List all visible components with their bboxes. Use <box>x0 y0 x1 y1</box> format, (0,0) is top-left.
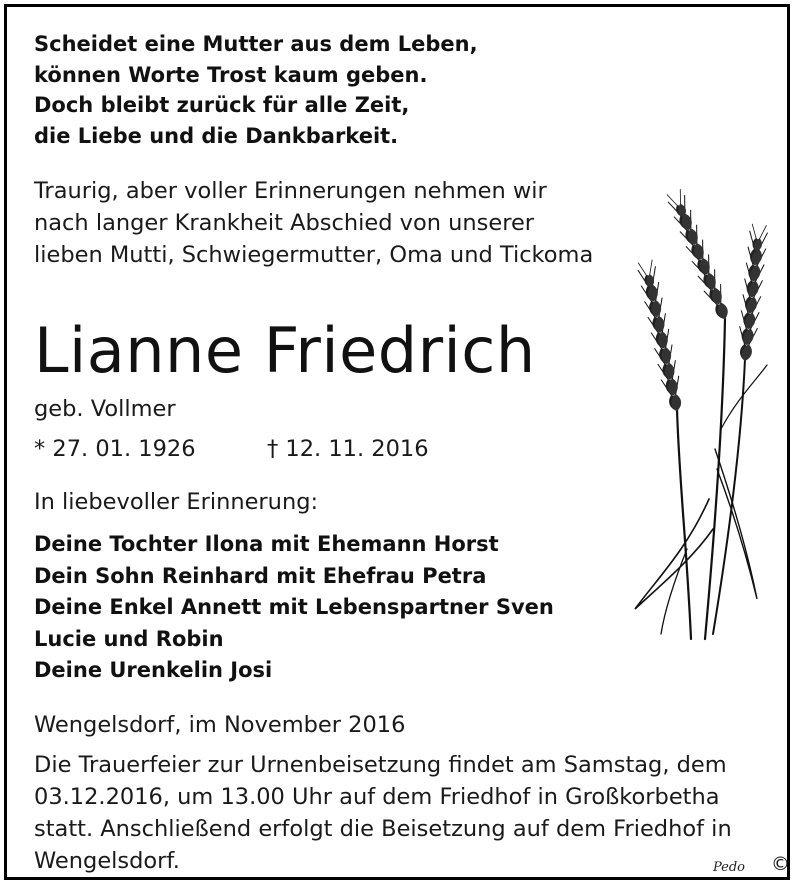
wheat-icon <box>617 129 777 649</box>
family-member: Deine Enkel Annett mit Lebenspartner Sven <box>34 595 554 619</box>
ceremony-line: statt. Anschließend erfolgt die Beisetzung auf dem Friedhof in <box>34 816 732 842</box>
memorial-poem <box>34 29 478 151</box>
family-member: Deine Tochter Ilona mit Ehemann Horst <box>34 532 499 556</box>
life-dates <box>34 433 429 465</box>
intro-text: Traurig, aber voller Erinnerungen nehmen wir nach langer Krankheit Abschied von unserer lieben Mutti, Schwiegermutter, Oma und Tickoma <box>34 178 594 268</box>
poem-line: Doch bleibt zurück für alle Zeit, <box>34 93 410 117</box>
birth-date: * 27. 01. 1926 <box>34 436 196 462</box>
ceremony-line: 03.12.2016, um 13.00 Uhr auf dem Friedhof in Großkorbetha <box>34 784 720 810</box>
family-member: Lucie und Robin <box>34 626 224 651</box>
deceased-name: Lianne Friedrich <box>34 314 536 387</box>
copyright-symbol: © <box>771 853 790 875</box>
family-member: Deine Urenkelin Josi <box>34 658 273 682</box>
ceremony-line: Wengelsdorf. <box>34 848 180 874</box>
poem-line: Scheidet eine Mutter aus dem Leben, <box>34 32 478 56</box>
remembrance-label: In liebevoller Erinnerung: <box>34 489 319 515</box>
death-date: † 12. 11. 2016 <box>267 436 429 462</box>
family-list <box>34 529 554 687</box>
obituary-frame <box>4 4 790 880</box>
ceremony-line: Die Trauerfeier zur Urnenbeisetzung findet am Samstag, dem <box>34 752 727 778</box>
place-date: Wengelsdorf, im November 2016 <box>34 712 406 738</box>
maiden-name: geb. Vollmer <box>34 396 176 422</box>
poem-line: die Liebe und die Dankbarkeit. <box>34 123 399 148</box>
family-member: Dein Sohn Reinhard mit Ehefrau Petra <box>34 563 487 588</box>
ceremony-notice <box>34 749 784 877</box>
artist-credit: Pedo <box>713 860 746 875</box>
poem-line: können Worte Trost kaum geben. <box>34 62 428 87</box>
